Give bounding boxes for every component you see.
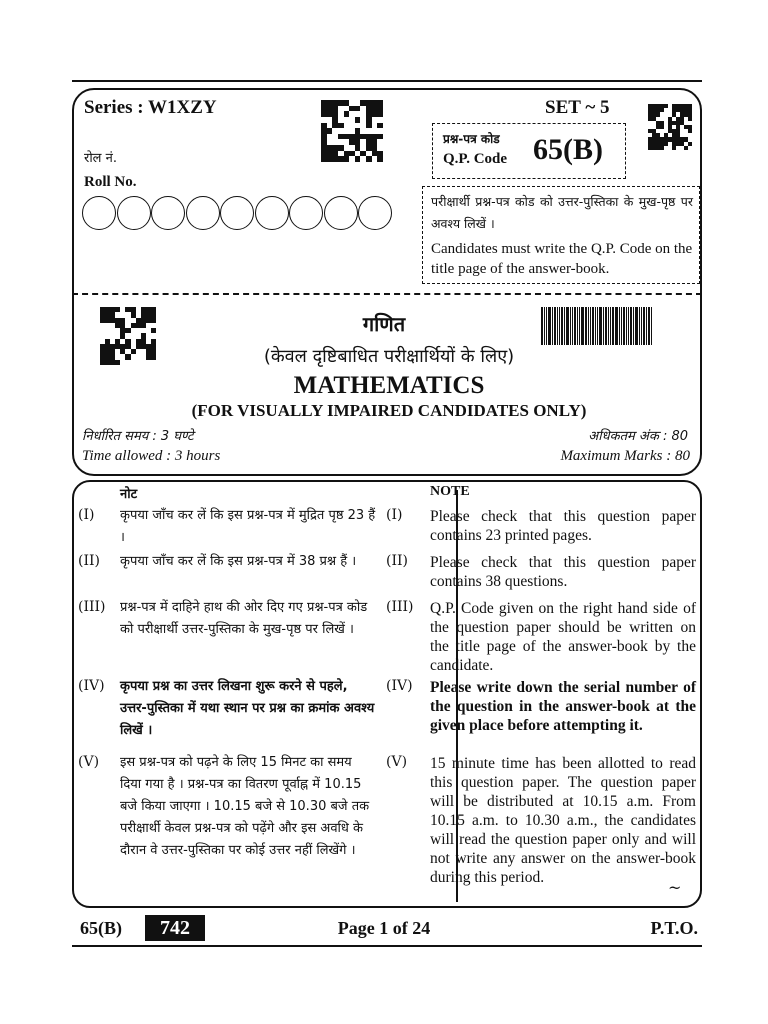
roll-digit-box[interactable] bbox=[358, 196, 392, 230]
barcode-bar bbox=[633, 307, 634, 345]
item-number-hindi: (V) bbox=[78, 754, 100, 770]
note-item-hindi: कृपया प्रश्न का उत्तर लिखना शुरू करने से पहले, उत्तर-पुस्तिका में यथा स्थान पर प्रश्न का क्रमांक अवश्य लिखें । bbox=[120, 679, 375, 738]
footer-code: 65(B) bbox=[80, 918, 122, 938]
note-heading: NOTE bbox=[430, 484, 470, 499]
note-item-hindi: प्रश्न-पत्र में दाहिने हाथ की ओर दिए गए प्रश्न-पत्र कोड को परीक्षार्थी उत्तर-पुस्तिका के मुख-पृष्ठ पर लिखें । bbox=[120, 600, 368, 637]
note-item: Please check that this question paper contains 23 printed pages. bbox=[430, 508, 696, 544]
barcode-bar bbox=[541, 307, 543, 345]
pto-label: P.T.O. bbox=[650, 918, 698, 938]
barcode-bar bbox=[564, 307, 565, 345]
roll-digit-box[interactable] bbox=[117, 196, 151, 230]
note-item-hindi: इस प्रश्न-पत्र को पढ़ने के लिए 15 मिनट का समय दिया गया है । प्रश्न-पत्र का वितरण पूर्वाह्न में 10.15 बजे किया जाएगा । 10.15 बजे से 10.30 बजे तक परीक्षार्थी केवल प्रश्न-पत्र को पढ़ेंगे और इस अवधि के दौरान वे उत्तर-पुस्तिका पर कोई उत्तर नहीं लिखेंगे । bbox=[120, 755, 370, 858]
barcode-bar bbox=[577, 307, 578, 345]
note-item-hindi: कृपया जाँच कर लें कि इस प्रश्न-पत्र में 38 प्रश्न हैं । bbox=[120, 554, 357, 569]
barcode-bar bbox=[628, 307, 629, 345]
subtitle-english: (FOR VISUALLY IMPAIRED CANDIDATES ONLY) bbox=[191, 401, 587, 420]
instruction-box bbox=[422, 186, 700, 284]
qp-code-value: 65(B) bbox=[533, 133, 603, 166]
tilde-mark: ~ bbox=[668, 878, 682, 897]
barcode-bar bbox=[621, 307, 622, 345]
set-label: SET ~ 5 bbox=[545, 97, 610, 118]
barcode-bar bbox=[588, 307, 589, 345]
item-number: (II) bbox=[386, 553, 408, 569]
barcode-bar bbox=[546, 307, 547, 345]
roll-digit-box[interactable] bbox=[151, 196, 185, 230]
dashed-separator bbox=[72, 293, 702, 295]
qp-code-box bbox=[432, 123, 626, 179]
roll-digit-box[interactable] bbox=[324, 196, 358, 230]
barcode-bar bbox=[557, 307, 558, 345]
barcode-bar bbox=[561, 307, 563, 345]
barcode-bar bbox=[590, 307, 591, 345]
barcode-bar bbox=[648, 307, 650, 345]
subtitle-hindi: (केवल दृष्टिबाधित परीक्षार्थियों के लिए) bbox=[263, 346, 515, 367]
roll-digit-box[interactable] bbox=[82, 196, 116, 230]
qr-code-right bbox=[648, 104, 692, 150]
barcode-bar bbox=[630, 307, 632, 345]
barcode-bar bbox=[619, 307, 620, 345]
item-number-hindi: (II) bbox=[78, 553, 100, 569]
subject-hindi: गणित bbox=[362, 312, 406, 336]
barcode-bar bbox=[623, 307, 625, 345]
subject-title: MATHEMATICS bbox=[293, 372, 485, 399]
note-item: Please write down the serial number of the question in the answer-book at the given place before attempting it. bbox=[430, 679, 696, 734]
time-allowed: Time allowed : 3 hours bbox=[82, 448, 221, 464]
note-item: Q.P. Code given on the right hand side of the question paper should be written on the title page of the answer-book by the candidate. bbox=[430, 600, 696, 674]
barcode-bar bbox=[595, 307, 596, 345]
note-item-hindi: कृपया जाँच कर लें कि इस प्रश्न-पत्र में मुद्रित पृष्ठ 23 हैं । bbox=[120, 508, 376, 545]
roll-digit-box[interactable] bbox=[186, 196, 220, 230]
barcode-bar bbox=[585, 307, 587, 345]
barcode bbox=[541, 307, 693, 345]
barcode-bar bbox=[612, 307, 614, 345]
bottom-rule bbox=[72, 945, 702, 947]
barcode-bar bbox=[554, 307, 556, 345]
paper-number: 742 bbox=[145, 915, 205, 941]
barcode-bar bbox=[579, 307, 580, 345]
barcode-bar bbox=[641, 307, 642, 345]
barcode-bar bbox=[570, 307, 571, 345]
barcode-bar bbox=[572, 307, 573, 345]
barcode-bar bbox=[548, 307, 551, 345]
time-allowed-hindi: निर्धारित समय : 3 घण्टे bbox=[82, 429, 194, 444]
roll-digit-box[interactable] bbox=[220, 196, 254, 230]
barcode-bar bbox=[574, 307, 576, 345]
barcode-bar bbox=[605, 307, 607, 345]
barcode-bar bbox=[635, 307, 638, 345]
barcode-bar bbox=[597, 307, 598, 345]
barcode-bar bbox=[651, 307, 652, 345]
barcode-bar bbox=[559, 307, 560, 345]
barcode-bar bbox=[615, 307, 618, 345]
item-number: (V) bbox=[386, 754, 408, 770]
qr-code-top bbox=[321, 100, 383, 162]
instruction-hindi: परीक्षार्थी प्रश्न-पत्र कोड को उत्तर-पुस्तिका के मुख-पृष्ठ पर अवश्य लिखें । bbox=[431, 194, 693, 231]
max-marks: Maximum Marks : 80 bbox=[560, 448, 690, 464]
note-item: 15 minute time has been allotted to read this question paper. The question paper will be distributed at 10.15 a.m. From 10.15 a.m. to 10.30 a.m., the candidates will read the question paper only and will not write any answer on the answer-book during this period. bbox=[430, 755, 696, 886]
barcode-bar bbox=[603, 307, 604, 345]
roll-number-label-hindi: रोल नं. bbox=[84, 151, 117, 166]
barcode-bar bbox=[643, 307, 645, 345]
barcode-bar bbox=[592, 307, 594, 345]
barcode-bar bbox=[610, 307, 611, 345]
item-number-hindi: (III) bbox=[78, 599, 106, 615]
instruction-english: Candidates must write the Q.P. Code on the title page of the answer-book. bbox=[431, 241, 693, 277]
page-number: Page 1 of 24 bbox=[337, 918, 431, 938]
barcode-bar bbox=[581, 307, 584, 345]
roll-digit-box[interactable] bbox=[255, 196, 289, 230]
item-number: (III) bbox=[386, 599, 414, 615]
qp-code-label-hindi: प्रश्न-पत्र कोड bbox=[443, 132, 500, 146]
item-number-hindi: (I) bbox=[78, 507, 95, 523]
max-marks-hindi: अधिकतम अंक : 80 bbox=[588, 429, 688, 444]
series-label: Series : W1XZY bbox=[84, 97, 217, 118]
top-rule bbox=[72, 80, 702, 82]
barcode-bar bbox=[552, 307, 553, 345]
qp-code-label: Q.P. Code bbox=[443, 151, 508, 167]
barcode-bar bbox=[626, 307, 627, 345]
item-number-hindi: (IV) bbox=[78, 678, 105, 694]
roll-digit-box[interactable] bbox=[289, 196, 323, 230]
roll-number-label: Roll No. bbox=[84, 174, 137, 190]
item-number: (IV) bbox=[386, 678, 413, 694]
barcode-bar bbox=[544, 307, 545, 345]
barcode-bar bbox=[646, 307, 647, 345]
barcode-bar bbox=[639, 307, 640, 345]
barcode-bar bbox=[566, 307, 569, 345]
barcode-bar bbox=[599, 307, 602, 345]
item-number: (I) bbox=[386, 507, 403, 523]
note-item: Please check that this question paper contains 38 questions. bbox=[430, 554, 696, 590]
roll-number-boxes[interactable] bbox=[82, 196, 393, 234]
barcode-bar bbox=[608, 307, 609, 345]
note-heading-hindi: नोट bbox=[120, 487, 138, 502]
